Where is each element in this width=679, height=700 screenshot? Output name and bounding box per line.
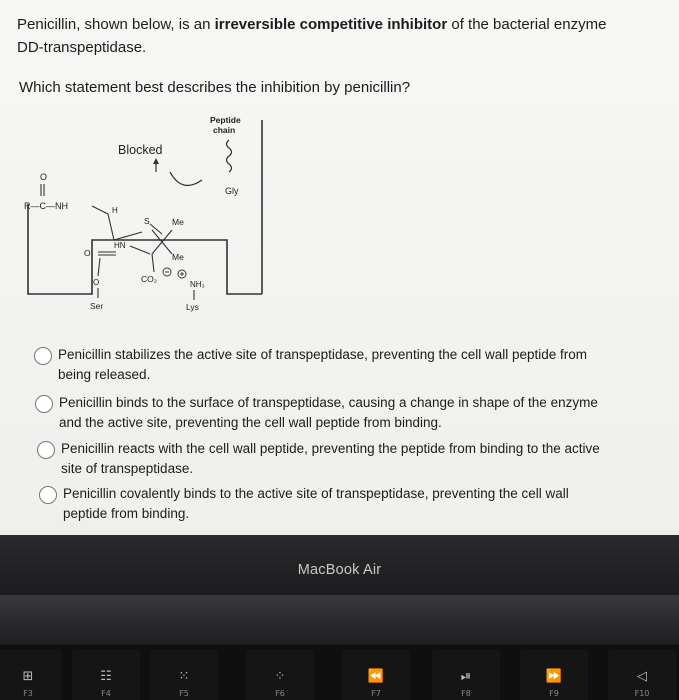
- radio-button-1[interactable]: [34, 347, 52, 365]
- mute-icon: ◁: [637, 669, 647, 684]
- gly-label: Gly: [225, 186, 239, 196]
- blocked-hook: [170, 172, 202, 185]
- methyl-label-1: Me: [172, 217, 184, 227]
- key-f9-label: F9: [549, 689, 559, 698]
- key-f4-label: F4: [101, 689, 111, 698]
- laptop-hinge: [0, 595, 679, 645]
- option-2-text: Penicillin binds to the surface of transpeptidase, causing a change in shape of the enzyme and the active site, preventing the cell wall peptide from binding.: [59, 395, 598, 430]
- lys-label: Lys: [186, 302, 199, 312]
- device-brand-label: MacBook Air: [297, 562, 382, 578]
- fast-forward-icon: ⏩: [545, 669, 563, 684]
- option-4-text: Penicillin covalently binds to the active site of transpeptidase, preventing the cell wall peptide from binding.: [63, 486, 569, 521]
- answer-option-2[interactable]: [35, 393, 599, 433]
- methyl-label-2: Me: [172, 252, 184, 262]
- ammonium-label: NH₃: [190, 280, 205, 289]
- carboxylate-label: CO₂: [141, 274, 158, 284]
- key-f7-label: F7: [371, 689, 381, 698]
- option-1-text: Penicillin stabilizes the active site of transpeptidase, preventing the cell wall peptide from being released.: [58, 347, 588, 382]
- key-f5[interactable]: [150, 649, 218, 700]
- option-3-text: Penicillin reacts with the cell wall peptide, preventing the peptide from binding to the active site of transpeptidase.: [61, 441, 600, 476]
- key-f4[interactable]: [72, 649, 140, 700]
- lactam-o-label: O: [84, 248, 91, 258]
- penicillin-active-site-diagram: [22, 112, 272, 334]
- rewind-icon: ⏪: [367, 669, 385, 684]
- key-f5-label: F5: [179, 689, 189, 698]
- sulfur-label: S: [144, 216, 150, 226]
- keyboard-brightness-up-icon: ⁘: [274, 669, 286, 684]
- question-text: Penicillin, shown below, is an irreversible competitive inhibitor of the bacterial enzyme DD-transpeptidase.: [17, 16, 607, 56]
- peptide-chain-wave: [227, 140, 232, 172]
- play-pause-icon: ⏯: [460, 669, 472, 684]
- key-f7[interactable]: [342, 649, 410, 700]
- radio-button-4[interactable]: [39, 486, 57, 504]
- peptide-chain-label-1: Peptide: [210, 115, 241, 125]
- key-f9[interactable]: [520, 649, 588, 700]
- answer-option-1[interactable]: [34, 345, 598, 385]
- answer-option-3[interactable]: [37, 439, 601, 479]
- question-prompt: Which statement best describes the inhibition by penicillin?: [19, 79, 411, 96]
- ser-label: Ser: [90, 301, 104, 311]
- answer-option-4[interactable]: [39, 484, 603, 524]
- key-f10-label: F10: [634, 689, 650, 698]
- carbonyl-o-label: O: [40, 172, 48, 182]
- key-f6-label: F6: [275, 689, 285, 698]
- screen-bezel: [0, 535, 679, 595]
- hn-label: HN: [114, 241, 126, 250]
- radio-button-3[interactable]: [37, 441, 55, 459]
- radio-button-2[interactable]: [35, 395, 53, 413]
- key-f3[interactable]: [0, 649, 62, 700]
- mission-control-icon: ⊞: [22, 669, 34, 684]
- question-bold-phrase: irreversible competitive inhibitor: [214, 16, 448, 33]
- blocked-label: Blocked: [118, 143, 163, 157]
- r-group-label: R—C—NH: [24, 201, 68, 211]
- key-f8-label: F8: [461, 689, 471, 698]
- keyboard-brightness-down-icon: ⁙: [178, 669, 190, 684]
- launchpad-icon: ☷: [100, 669, 112, 684]
- h-label: H: [112, 206, 118, 215]
- key-f6[interactable]: [246, 649, 314, 700]
- key-f8[interactable]: [432, 649, 500, 700]
- key-f3-label: F3: [23, 689, 33, 698]
- function-key-row: [0, 645, 679, 700]
- key-f10[interactable]: [608, 649, 676, 700]
- peptide-chain-label-2: chain: [213, 125, 236, 135]
- ser-o-label: O: [93, 278, 100, 287]
